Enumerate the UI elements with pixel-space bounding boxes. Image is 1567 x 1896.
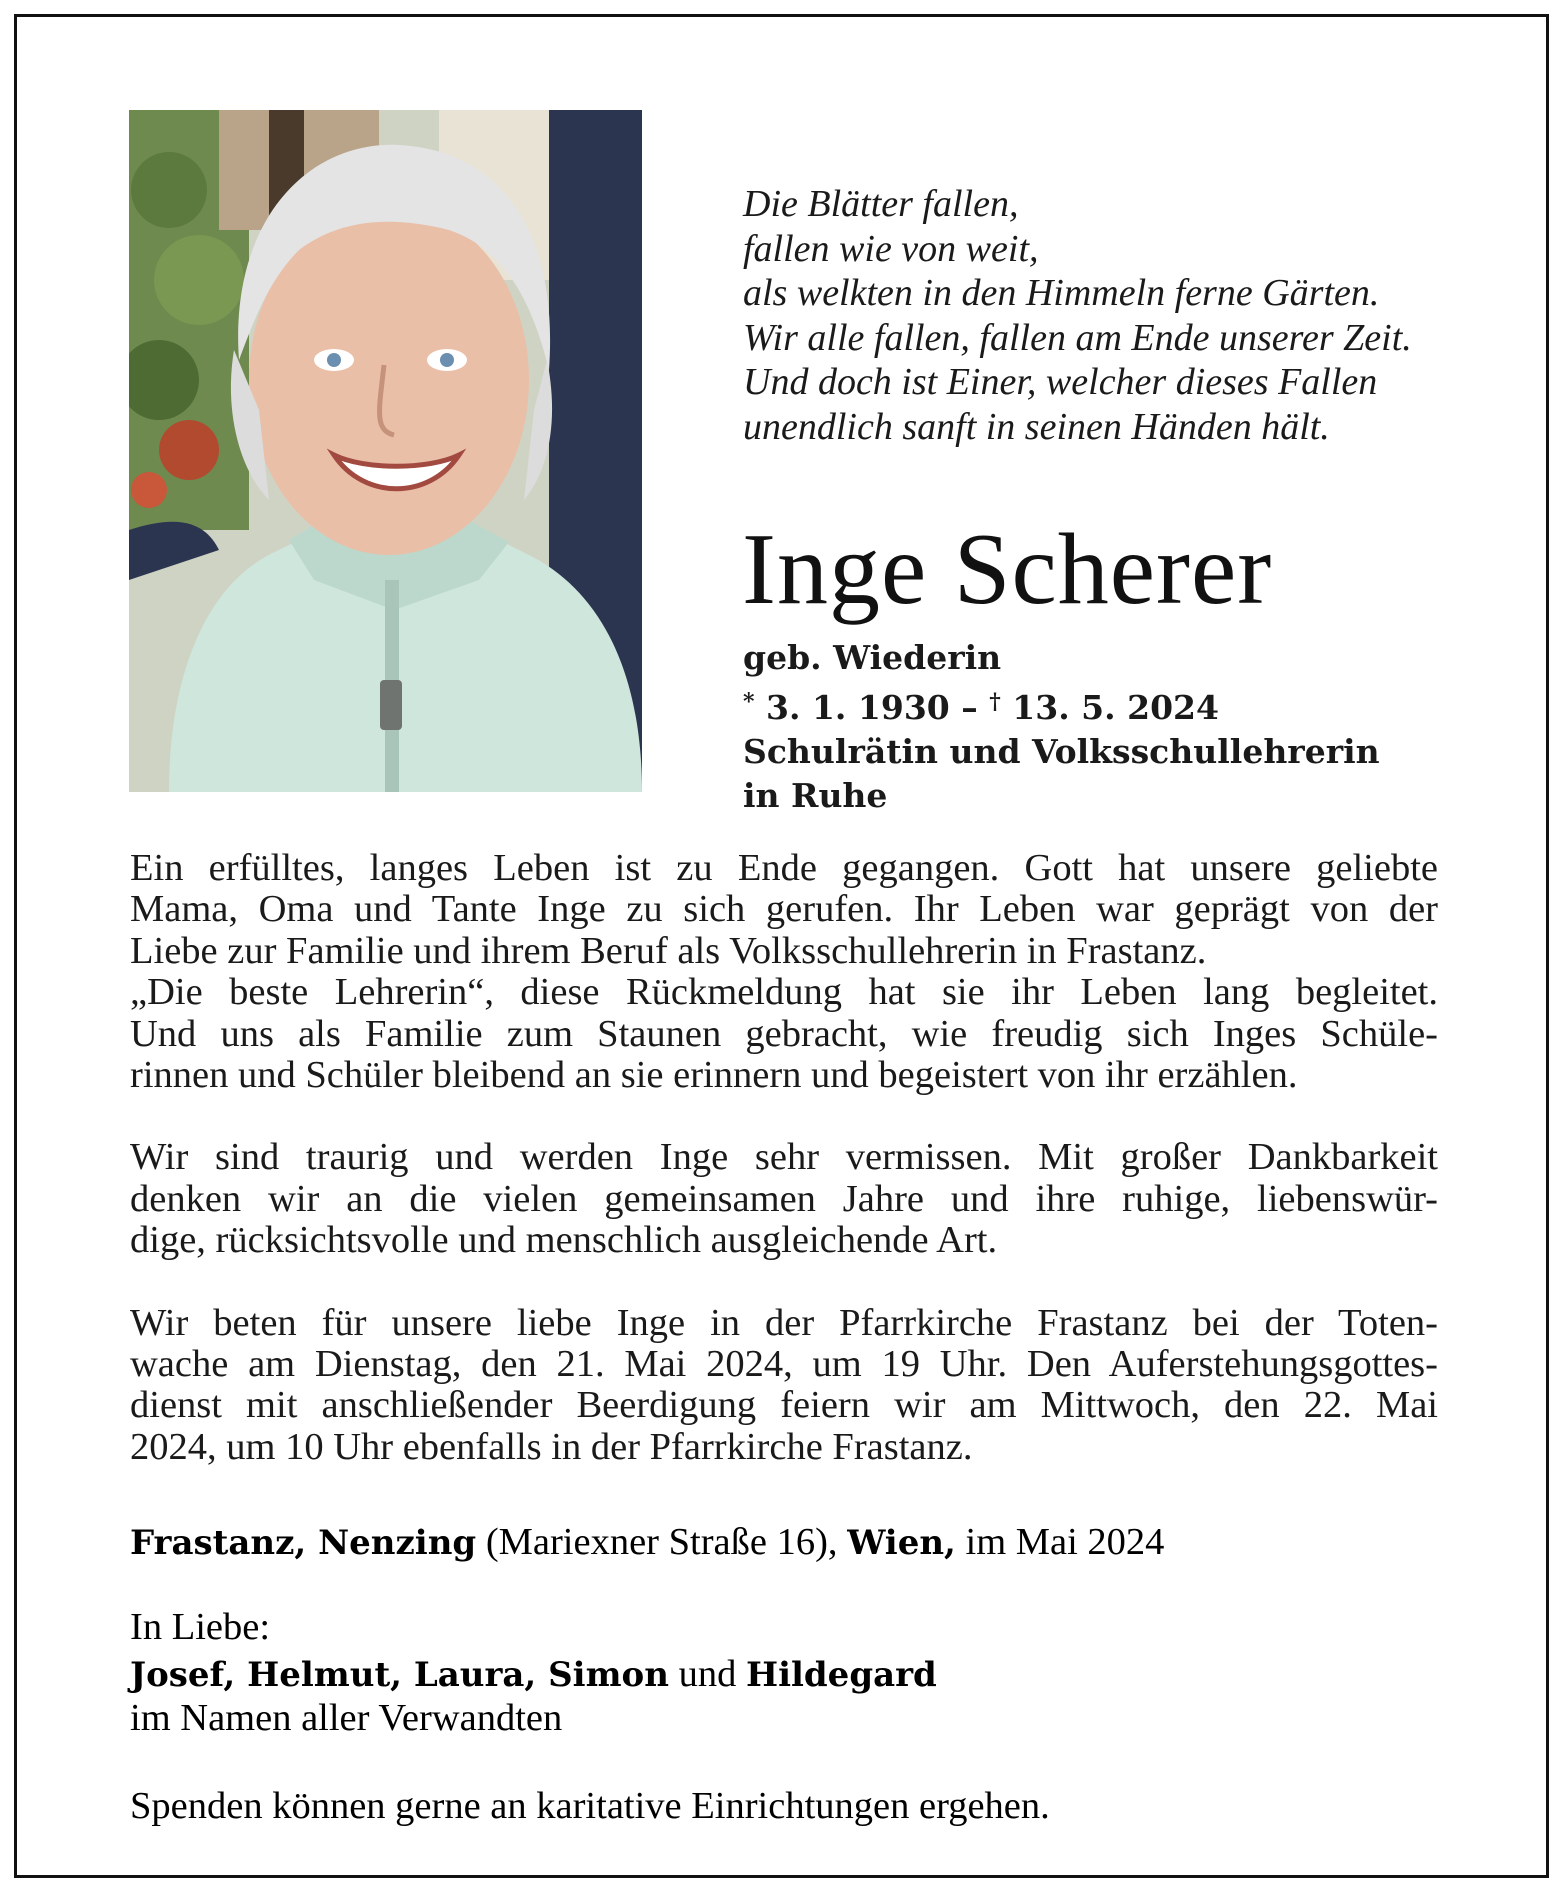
place-and-date <box>130 1520 1164 1565</box>
birth-date: 3. 1. 1930 <box>766 688 950 727</box>
text-line: Wir beten für unsere liebe Inge in der Pfarrkirche Frastanz bei der Toten- <box>130 1301 1438 1344</box>
portrait-photo <box>129 110 642 792</box>
signoff-relatives: im Namen aller Verwandten <box>130 1697 563 1739</box>
mourner-name-last: Hildegard <box>745 1655 937 1695</box>
text-line: Liebe zur Familie und ihrem Beruf als Volksschullehrerin in Frastanz. <box>130 929 1207 972</box>
poem-line: unendlich sanft in seinen Händen hält. <box>743 405 1330 448</box>
poem-line: Die Blätter fallen, <box>743 183 1019 225</box>
mourners-names: Josef, Helmut, Laura, Simon <box>130 1655 669 1695</box>
text-line: „Die beste Lehrerin“, diese Rückmeldung hat sie ihr Leben lang begleitet. <box>130 971 1438 1014</box>
life-dates <box>743 680 1523 730</box>
text-line: dige, rücksichtsvolle und menschlich ausgleichende Art. <box>130 1219 998 1262</box>
conjunction: und <box>678 1653 737 1695</box>
poem-line: Und doch ist Einer, welcher dieses Fallen <box>743 361 1378 403</box>
death-cross: † <box>989 689 1001 715</box>
portrait-illustration <box>129 110 642 792</box>
signoff <box>130 1606 937 1740</box>
poem-line: als welkten in den Himmeln ferne Gärten. <box>743 272 1380 314</box>
place-city: Wien, <box>847 1523 956 1563</box>
poem-line: fallen wie von weit, <box>743 227 1039 270</box>
birth-star: * <box>743 689 755 715</box>
text-line: wache am Dienstag, den 21. Mai 2024, um 19 Uhr. Den Auferstehungsgottes- <box>130 1343 1438 1386</box>
text-line: Mama, Oma und Tante Inge zu sich gerufen. Ihr Leben war geprägt von der <box>130 888 1438 931</box>
text-line: rinnen und Schüler bleibend an sie erinnern und begeistert von ihr erzählen. <box>130 1054 1298 1097</box>
profession-line: Schulrätin und Volksschullehrerin <box>743 732 1380 771</box>
place-address: (Mariexner Straße 16), <box>485 1521 838 1563</box>
paragraph-life <box>130 848 1438 1096</box>
text-line: Und uns als Familie zum Staunen gebracht, wie freudig sich Inges Schüle- <box>130 1012 1438 1055</box>
donation-note: Spenden können gerne an karitative Einrichtungen ergehen. <box>130 1785 1050 1827</box>
death-date: 13. 5. 2024 <box>1012 688 1219 727</box>
text-line: 2024, um 10 Uhr ebenfalls in der Pfarrkirche Frastanz. <box>130 1425 973 1468</box>
obituary-text <box>130 848 1438 1509</box>
deceased-name: Inge Scherer <box>742 513 1273 626</box>
paragraph-gratitude <box>130 1137 1438 1261</box>
signoff-intro: In Liebe: <box>130 1606 271 1648</box>
poem <box>743 182 1503 449</box>
signoff-names <box>130 1653 937 1697</box>
profession-line: in Ruhe <box>743 776 888 815</box>
text-line: Ein erfülltes, langes Leben ist zu Ende gegangen. Gott hat unsere geliebte <box>130 847 1438 889</box>
text-line: dienst mit anschließender Beerdigung feiern wir am Mittwoch, den 22. Mai <box>130 1384 1438 1427</box>
place-towns: Frastanz, Nenzing <box>130 1523 477 1563</box>
poem-line: Wir alle fallen, fallen am Ende unserer Zeit. <box>743 316 1412 359</box>
paragraph-service <box>130 1303 1438 1469</box>
text-line: denken wir an die vielen gemeinsamen Jahre und ihre ruhige, liebenswür- <box>130 1177 1438 1220</box>
deceased-details <box>743 636 1523 818</box>
maiden-name: geb. Wiederin <box>743 638 1002 677</box>
text-line: Wir sind traurig und werden Inge sehr vermissen. Mit großer Dankbarkeit <box>130 1136 1438 1179</box>
place-date: im Mai 2024 <box>965 1521 1165 1563</box>
dates-separator: – <box>961 688 978 727</box>
